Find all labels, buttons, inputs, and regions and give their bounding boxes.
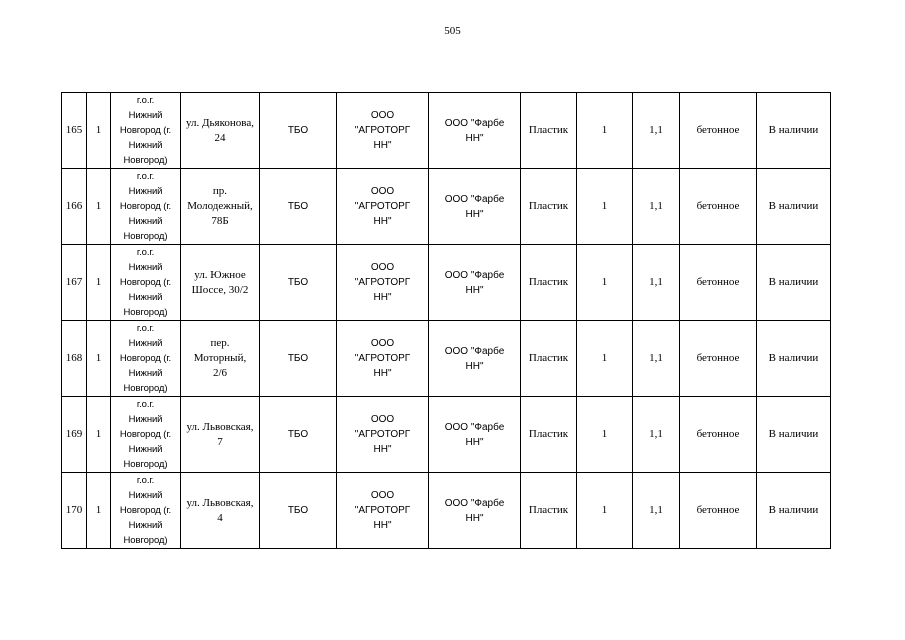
owner-cell [337,397,429,473]
owner-cell [337,245,429,321]
count-cell: 1 [87,473,111,549]
material-cell: Пластик [521,245,577,321]
operator-line: НН" [465,132,484,144]
owner-line: НН" [373,520,392,531]
municipality-cell [111,245,181,321]
owner-line: ООО [370,338,395,349]
status-cell: В наличии [757,321,831,397]
operator-line: НН" [465,436,484,448]
table-row [62,473,831,549]
municipality-cell [111,321,181,397]
material-cell: Пластик [521,321,577,397]
address-line: 4 [217,511,223,524]
owner-line: "АГРОТОРГ [354,125,411,136]
owner-line: НН" [373,444,392,455]
table-row [62,245,831,321]
status-cell: В наличии [757,245,831,321]
municipality-line: Новгород) [123,155,168,166]
containers-cell: 1 [577,169,633,245]
address-line: ул. Южное [194,268,246,281]
volume-cell: 1,1 [633,321,680,397]
municipality-line: Новгород) [123,383,168,394]
address-cell [181,321,260,397]
operator-line: НН" [465,360,484,372]
address-line: 7 [217,435,223,448]
owner-cell [337,321,429,397]
municipality-line: Новгород (г. [119,429,172,440]
operator-line: НН" [465,208,484,220]
owner-line: "АГРОТОРГ [354,201,411,212]
municipality-line: Новгород) [123,459,168,470]
address-line: пер. [210,337,230,349]
status-cell: В наличии [757,473,831,549]
municipality-line: Новгород) [123,535,168,546]
address-line: ул. Львовская, [186,420,254,433]
municipality-line: г.о.г. [136,399,155,410]
address-line: Моторный, [193,352,247,364]
municipality-line: Нижний [128,262,163,273]
surface-cell: бетонное [680,321,757,397]
address-line: Молодежный, [187,200,253,212]
municipality-line: г.о.г. [136,475,155,486]
municipality-line: Нижний [128,444,163,455]
municipality-line: Нижний [128,414,163,425]
count-cell: 1 [87,169,111,245]
owner-line: ООО [370,262,395,273]
table-body [62,93,831,549]
material-cell: Пластик [521,473,577,549]
address-cell [181,397,260,473]
operator-line: НН" [465,284,484,296]
address-cell [181,169,260,245]
owner-line: "АГРОТОРГ [354,429,411,440]
owner-line: ООО [370,186,395,197]
row-number-cell: 170 [62,473,87,549]
material-cell: Пластик [521,169,577,245]
municipality-line: Новгород (г. [119,277,172,288]
volume-cell: 1,1 [633,169,680,245]
municipality-line: г.о.г. [136,95,155,106]
row-number-cell: 166 [62,169,87,245]
surface-cell: бетонное [680,93,757,169]
surface-cell: бетонное [680,245,757,321]
owner-line: НН" [373,216,392,227]
owner-line: ООО [370,490,395,501]
municipality-line: Нижний [128,490,163,501]
address-cell [181,245,260,321]
owner-line: ООО [370,414,395,425]
operator-cell [429,169,521,245]
material-cell: Пластик [521,93,577,169]
waste-type-cell: ТБО [260,473,337,549]
owner-line: "АГРОТОРГ [354,505,411,516]
address-line: Шоссе, 30/2 [191,283,249,296]
address-line: ул. Львовская, [186,496,254,509]
count-cell: 1 [87,321,111,397]
surface-cell: бетонное [680,397,757,473]
containers-cell: 1 [577,321,633,397]
operator-line: ООО "Фарбе [444,345,505,357]
municipality-line: Новгород (г. [119,201,172,212]
operator-line: ООО "Фарбе [444,497,505,509]
owner-line: НН" [373,292,392,303]
owner-cell [337,169,429,245]
volume-cell: 1,1 [633,245,680,321]
count-cell: 1 [87,93,111,169]
municipality-line: г.о.г. [136,171,155,182]
municipality-line: Нижний [128,368,163,379]
operator-cell [429,245,521,321]
container-sites-table [61,92,831,549]
volume-cell: 1,1 [633,93,680,169]
address-line: ул. Дьяконова, [186,116,254,129]
municipality-line: г.о.г. [136,247,155,258]
municipality-line: Новгород (г. [119,353,172,364]
owner-line: НН" [373,368,392,379]
municipality-line: Новгород) [123,231,168,242]
table-row [62,321,831,397]
owner-line: "АГРОТОРГ [354,277,411,288]
page-number: 505 [444,25,461,37]
surface-cell: бетонное [680,169,757,245]
operator-cell [429,93,521,169]
containers-cell: 1 [577,93,633,169]
containers-cell: 1 [577,473,633,549]
operator-cell [429,397,521,473]
row-number-cell: 165 [62,93,87,169]
count-cell: 1 [87,397,111,473]
owner-line: НН" [373,140,392,151]
municipality-line: Нижний [128,186,163,197]
waste-type-cell: ТБО [260,397,337,473]
table-row [62,169,831,245]
count-cell: 1 [87,245,111,321]
owner-cell [337,93,429,169]
volume-cell: 1,1 [633,397,680,473]
operator-line: ООО "Фарбе [444,269,505,281]
municipality-line: Нижний [128,216,163,227]
municipality-line: Нижний [128,520,163,531]
address-line: пр. [212,185,228,197]
municipality-line: Нижний [128,140,163,151]
waste-type-cell: ТБО [260,321,337,397]
waste-type-cell: ТБО [260,245,337,321]
municipality-line: Нижний [128,292,163,303]
operator-line: ООО "Фарбе [444,193,505,205]
table-row [62,397,831,473]
municipality-line: Новгород (г. [119,505,172,516]
operator-cell [429,473,521,549]
owner-line: "АГРОТОРГ [354,353,411,364]
status-cell: В наличии [757,397,831,473]
owner-cell [337,473,429,549]
municipality-line: г.о.г. [136,323,155,334]
surface-cell: бетонное [680,473,757,549]
address-line: 2/6 [212,367,228,379]
row-number-cell: 169 [62,397,87,473]
address-line: 78Б [211,215,229,227]
waste-type-cell: ТБО [260,169,337,245]
municipality-cell [111,93,181,169]
containers-cell: 1 [577,397,633,473]
status-cell: В наличии [757,169,831,245]
municipality-line: Новгород) [123,307,168,318]
owner-line: ООО [370,110,395,121]
municipality-cell [111,473,181,549]
volume-cell: 1,1 [633,473,680,549]
municipality-line: Новгород (г. [119,125,172,136]
municipality-cell [111,169,181,245]
operator-line: ООО "Фарбе [444,421,505,433]
municipality-line: Нижний [128,110,163,121]
municipality-cell [111,397,181,473]
waste-type-cell: ТБО [260,93,337,169]
operator-line: ООО "Фарбе [444,117,505,129]
status-cell: В наличии [757,93,831,169]
municipality-line: Нижний [128,338,163,349]
address-line: 24 [214,131,226,144]
containers-cell: 1 [577,245,633,321]
row-number-cell: 168 [62,321,87,397]
table-row [62,93,831,169]
address-cell [181,473,260,549]
row-number-cell: 167 [62,245,87,321]
operator-line: НН" [465,512,484,524]
material-cell: Пластик [521,397,577,473]
operator-cell [429,321,521,397]
address-cell [181,93,260,169]
